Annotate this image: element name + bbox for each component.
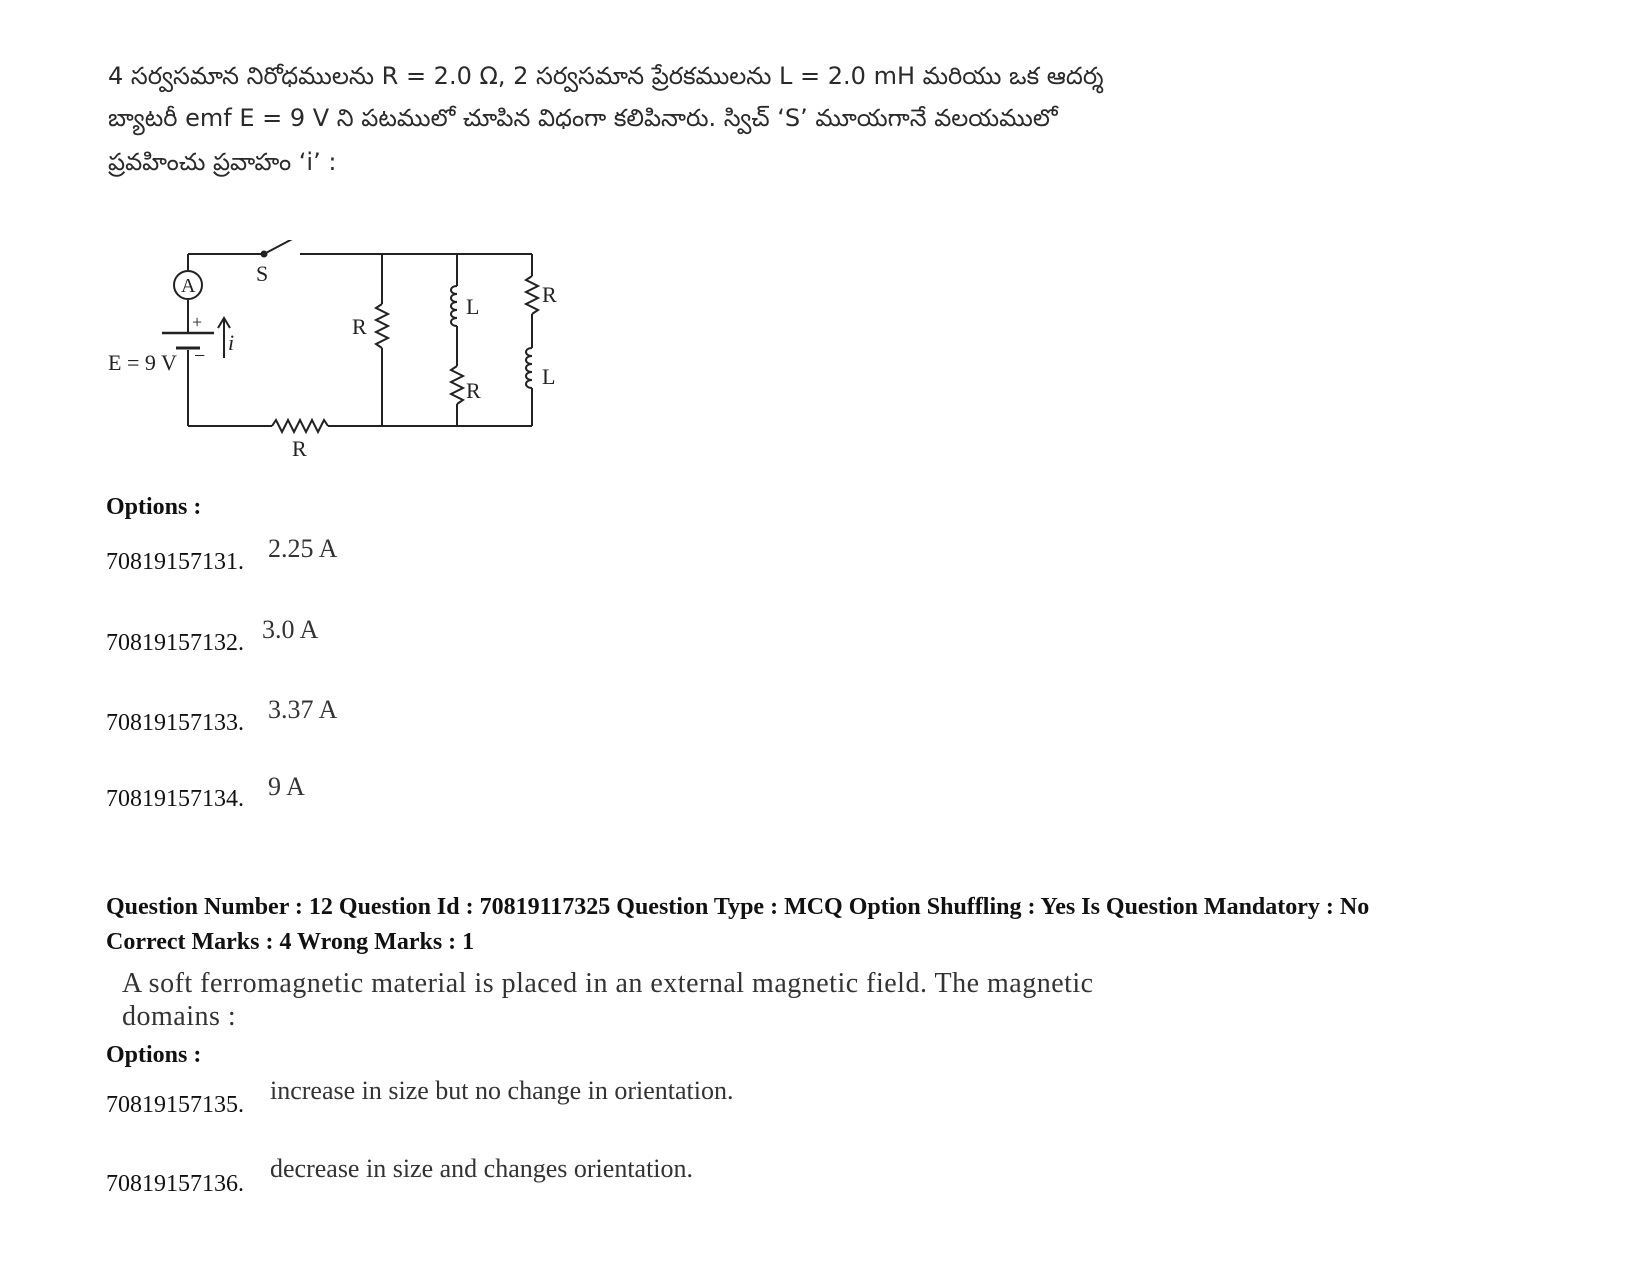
question-11-line-2: బ్యాటరీ emf E = 9 V ని పటములో చూపిన విధంగా కలిపినారు. స్విచ్ ‘S’ మూయగానే వలయములో [108,104,1058,132]
option-text: 2.25 A [268,534,338,563]
battery-label: E = 9 V [108,350,177,375]
options-label-q12: Options : [106,1042,202,1068]
options-label-q11: Options : [106,494,202,520]
current-label: i [228,330,235,355]
resistor-series [272,420,328,432]
question-12-text-line-1: A soft ferromagnetic material is placed in an external magnetic field. The magnetic [122,968,1094,999]
option-id: 70819157134. [106,786,244,812]
resistor-branch2 [451,366,463,404]
switch-blade [264,240,298,254]
inductor-branch3 [526,348,532,388]
inductor-label-branch2: L [466,294,480,319]
option-id: 70819157135. [106,1092,244,1118]
resistor-label-branch2: R [466,378,481,403]
option-id: 70819157132. [106,630,244,656]
circuit-diagram [100,240,600,475]
question-12-text-line-2: domains : [122,1001,237,1032]
option-text: 9 A [268,772,305,801]
option-text: 3.0 A [262,615,319,644]
option-text: decrease in size and changes orientation. [270,1154,694,1183]
resistor-label-branch1: R [352,314,367,339]
question-11-line-3: ప్రవహించు ప్రవాహం ‘i’ : [108,148,337,176]
option-id: 70819157131. [106,549,244,575]
battery-plus: + [192,312,203,332]
battery-minus: − [194,345,206,367]
option-id: 70819157136. [106,1171,244,1197]
option-text: 3.37 A [268,695,338,724]
resistor-branch3 [526,276,538,314]
question-12-meta: Question Number : 12 Question Id : 70819117325 Question Type : MCQ Option Shuffling : Yes Is Question Mandatory : No [106,894,1370,920]
switch-label: S [256,261,269,286]
ammeter-label: A [181,275,196,297]
resistor-branch1 [376,304,388,348]
inductor-label-branch3: L [542,364,556,389]
question-12-marks: Correct Marks : 4 Wrong Marks : 1 [106,929,475,955]
resistor-label-branch3: R [542,282,557,307]
question-11-line-1: 4 సర్వసమాన నిరోధములను R = 2.0 Ω, 2 సర్వసమాన ప్రేరకములను L = 2.0 mH మరియు ఒక ఆదర్శ [108,62,1104,90]
resistor-label-series: R [292,436,307,461]
option-id: 70819157133. [106,710,244,736]
inductor-branch2 [451,286,457,326]
switch-pivot [261,251,268,258]
option-text: increase in size but no change in orientation. [270,1076,734,1105]
